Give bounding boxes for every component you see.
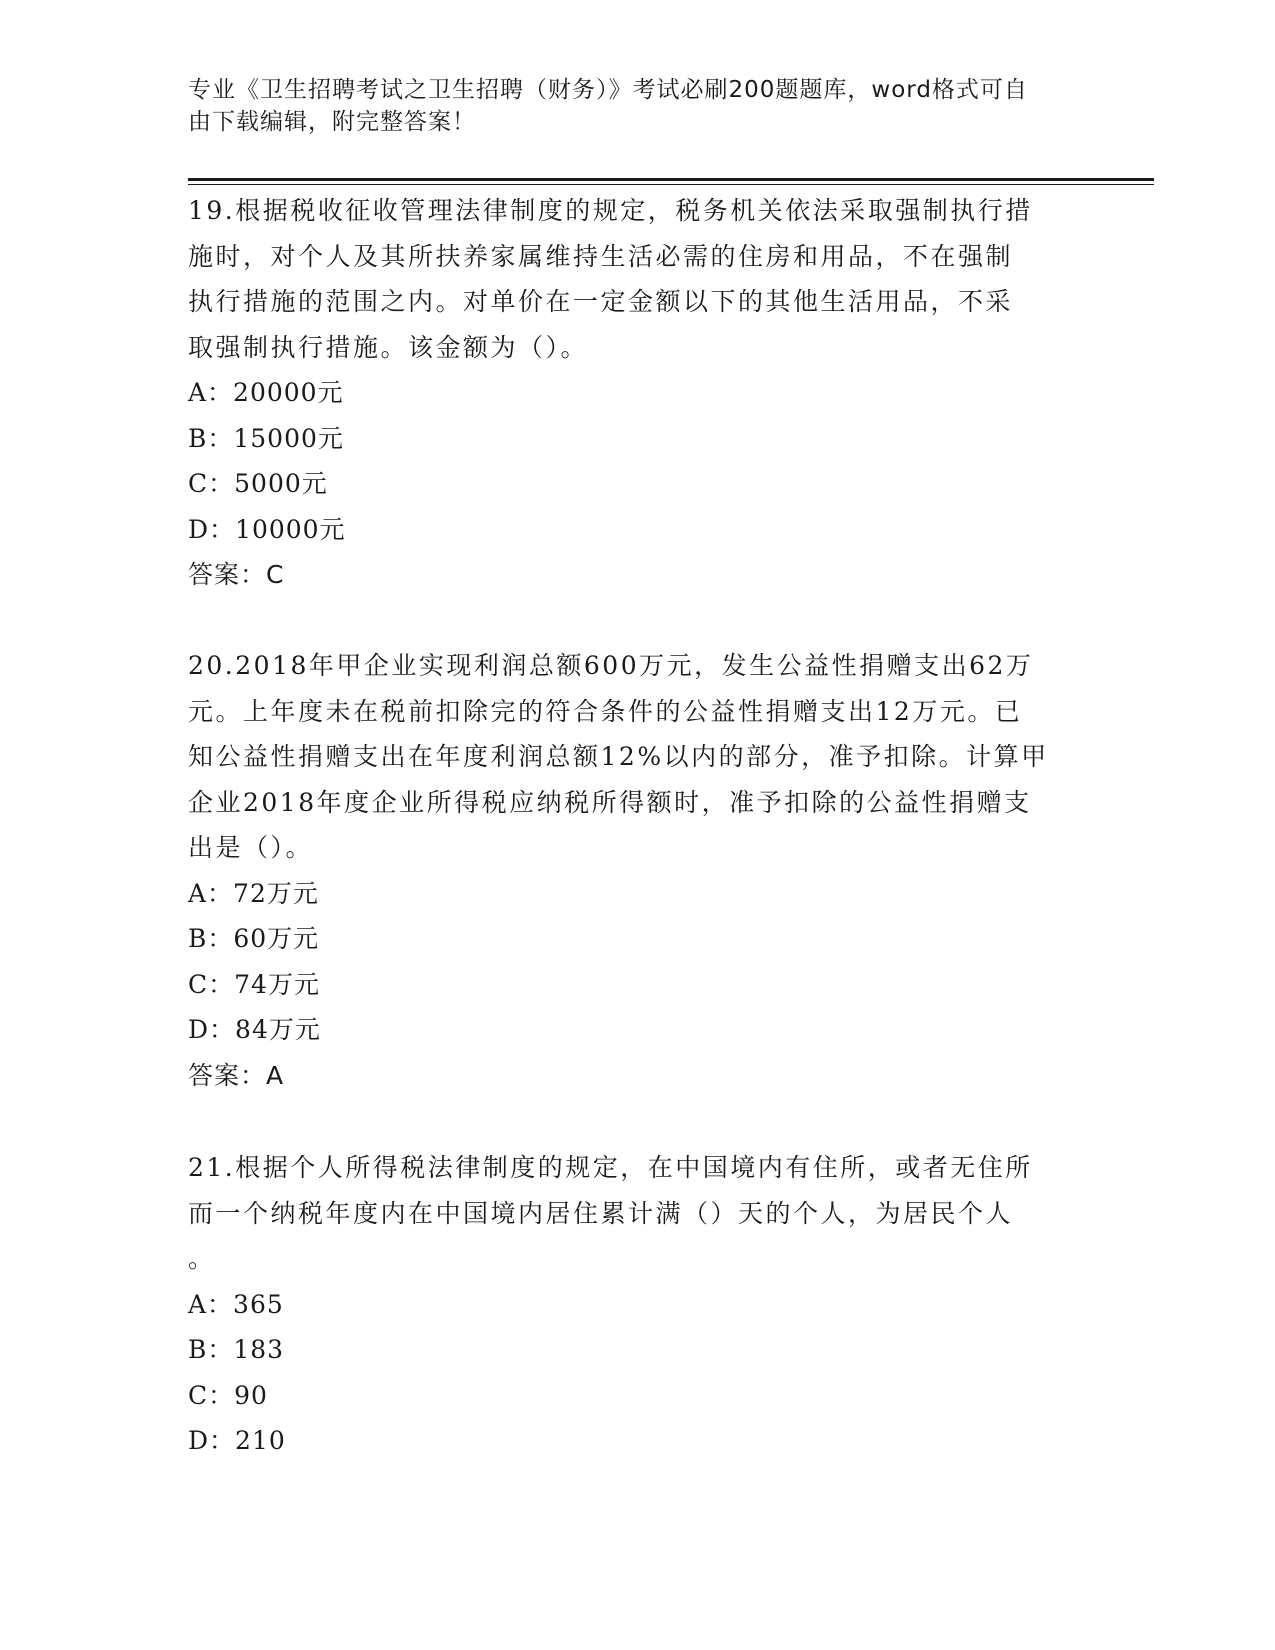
- question-stem-line: 19.根据税收征收管理法律制度的规定，税务机关依法采取强制执行措: [188, 196, 1033, 225]
- question-19: [188, 188, 1088, 598]
- option-a: A：72万元: [188, 878, 319, 908]
- question-20: [188, 643, 1088, 1098]
- option-c: C：74万元: [188, 969, 320, 999]
- option-c: C：90: [188, 1380, 268, 1410]
- question-stem-line: 取强制执行措施。该金额为（）。: [188, 332, 589, 362]
- header-line: 由下载编辑，附完整答案！: [188, 109, 476, 135]
- answer-line: 答案：A: [188, 1060, 285, 1090]
- question-stem-line: 元。上年度未在税前扣除完的符合条件的公益性捐赠支出12万元。已: [188, 696, 1023, 726]
- question-stem-line: 施时，对个人及其所扶养家属维持生活必需的住房和用品，不在强制: [188, 241, 1014, 271]
- option-b: B：183: [188, 1335, 285, 1364]
- question-stem-line: 企业2018年度企业所得税应纳税所得额时，准予扣除的公益性捐赠支: [188, 787, 1032, 817]
- header-divider-thin: [188, 184, 1154, 185]
- question-stem-line: 21.根据个人所得税法律制度的规定，在中国境内有住所，或者无住所: [188, 1153, 1033, 1182]
- header-line: 专业《卫生招聘考试之卫生招聘（财务）》考试必刷200题题库，word格式可自: [188, 77, 1028, 103]
- option-c: C：5000元: [188, 469, 328, 498]
- option-d: D：10000元: [188, 514, 346, 544]
- option-d: D：210: [188, 1426, 286, 1455]
- option-b: B：15000元: [188, 423, 344, 453]
- option-d: D：84万元: [188, 1015, 321, 1044]
- question-stem-line: 而一个纳税年度内在中国境内居住累计满（）天的个人，为居民个人: [188, 1198, 1014, 1228]
- answer-line: 答案：C: [188, 560, 285, 589]
- question-stem-line: 出是（）。: [188, 833, 314, 862]
- question-21: [188, 1145, 1088, 1464]
- question-stem-line: 执行措施的范围之内。对单价在一定金额以下的其他生活用品，不采: [188, 287, 1014, 316]
- question-stem-line: 知公益性捐赠支出在年度利润总额12%以内的部分，准予扣除。计算甲: [188, 742, 1049, 771]
- option-a: A：365: [188, 1289, 284, 1319]
- question-stem-line: 。: [188, 1244, 216, 1273]
- document-header: [188, 74, 1088, 138]
- option-a: A：20000元: [188, 378, 344, 407]
- question-stem-line: 20.2018年甲企业实现利润总额600万元，发生公益性捐赠支出62万: [188, 651, 1034, 680]
- option-b: B：60万元: [188, 924, 320, 953]
- header-divider-thick: [188, 178, 1154, 181]
